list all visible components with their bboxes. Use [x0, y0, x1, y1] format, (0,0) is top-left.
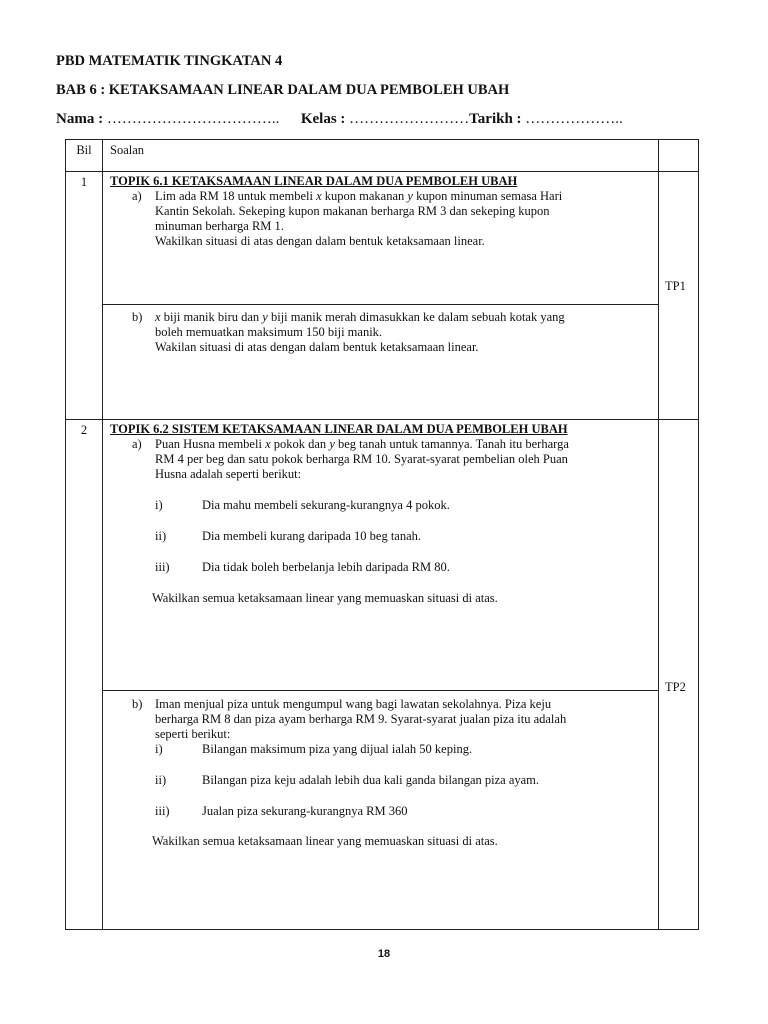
- q2b-item-text: Bilangan piza keju adalah lebih dua kali ganda bilangan piza ayam.: [202, 773, 540, 787]
- col-soalan: Soalan: [103, 140, 659, 172]
- q1a-label: a): [132, 189, 142, 203]
- q1b-label: b): [132, 310, 143, 324]
- q2b-item-num: i): [155, 742, 163, 756]
- q1-number: 1: [66, 172, 103, 420]
- q2a-line3: Husna adalah seperti berikut:: [155, 467, 302, 481]
- q1-tp-label: TP1: [665, 279, 686, 293]
- q2b-line3: seperti berikut:: [155, 727, 231, 741]
- q2a-item-num: ii): [155, 529, 167, 543]
- q2-topic: TOPIK 6.2 SISTEM KETAKSAMAAN LINEAR DALAM DUA PEMBOLEH UBAH: [110, 422, 568, 436]
- q1a-line4: Wakilkan situasi di atas dengan dalam bentuk ketaksamaan linear.: [155, 234, 485, 248]
- page-number: 18: [377, 948, 391, 960]
- q2-tp: [659, 420, 699, 930]
- q1a-line1: Lim ada RM 18 untuk membeli x kupon makanan y kupon minuman semasa Hari: [155, 189, 563, 203]
- q2-divider: [103, 690, 658, 691]
- col-tp: [659, 140, 699, 172]
- worksheet-title: PBD MATEMATIK TINGKATAN 4: [56, 53, 283, 69]
- table-header-row: [66, 140, 699, 172]
- q1-content: [103, 172, 659, 420]
- chapter-title: BAB 6 : KETAKSAMAAN LINEAR DALAM DUA PEMBOLEH UBAH: [56, 82, 510, 98]
- q2a-line2: RM 4 per beg dan satu pokok berharga RM 10. Syarat-syarat pembelian oleh Puan: [155, 452, 568, 466]
- q1a-line2: Kantin Sekolah. Sekeping kupon makanan berharga RM 3 dan sekeping kupon: [155, 204, 550, 218]
- nama-dots: ……………………………..: [106, 111, 280, 127]
- q1b-line3: Wakilan situasi di atas dengan dalam bentuk ketaksamaan linear.: [155, 340, 479, 354]
- q1b-line1: x biji manik biru dan y biji manik merah dimasukkan ke dalam sebuah kotak yang: [155, 310, 565, 324]
- student-info-line: [56, 111, 623, 128]
- table-row: [66, 172, 699, 420]
- nama-label: Nama :: [56, 111, 104, 127]
- q2b-instruction: Wakilkan semua ketaksamaan linear yang memuaskan situasi di atas.: [152, 834, 498, 848]
- q2-number: 2: [66, 420, 103, 930]
- q2b-item-text: Jualan piza sekurang-kurangnya RM 360: [202, 804, 408, 818]
- col-bil: Bil: [66, 140, 103, 172]
- q2a-item-text: Dia membeli kurang daripada 10 beg tanah.: [202, 529, 422, 543]
- q2b-item-text: Bilangan maksimum piza yang dijual ialah 50 keping.: [202, 742, 473, 756]
- q2b-line1: Iman menjual piza untuk mengumpul wang bagi lawatan sekolahnya. Piza keju: [155, 697, 552, 711]
- q2a-item-text: Dia tidak boleh berbelanja lebih daripada RM 80.: [202, 560, 450, 574]
- q2b-label: b): [132, 697, 143, 711]
- q2b-item-num: iii): [155, 804, 170, 818]
- kelas-dots: ……………………: [349, 111, 470, 127]
- q2-content: [103, 420, 659, 930]
- q1-topic: TOPIK 6.1 KETAKSAMAAN LINEAR DALAM DUA PEMBOLEH UBAH: [110, 174, 518, 188]
- table-row: [66, 420, 699, 930]
- q2b-item-num: ii): [155, 773, 167, 787]
- tarikh-dots: ………………..: [525, 111, 623, 127]
- q2a-instruction: Wakilkan semua ketaksamaan linear yang memuaskan situasi di atas.: [152, 591, 498, 605]
- q2a-item-num: i): [155, 498, 163, 512]
- q1b-line2: boleh memuatkan maksimum 150 biji manik.: [155, 325, 383, 339]
- q2a-item-num: iii): [155, 560, 170, 574]
- tarikh-label: Tarikh :: [469, 111, 522, 127]
- q2b-line2: berharga RM 8 dan piza ayam berharga RM 9. Syarat-syarat jualan piza itu adalah: [155, 712, 567, 726]
- q1-tp: [659, 172, 699, 420]
- kelas-label: Kelas :: [300, 111, 346, 127]
- q2a-item-text: Dia mahu membeli sekurang-kurangnya 4 pokok.: [202, 498, 450, 512]
- q2-tp-label: TP2: [665, 680, 686, 694]
- q1a-line3: minuman berharga RM 1.: [155, 219, 284, 233]
- q1-divider: [103, 304, 658, 305]
- question-table: [65, 139, 699, 930]
- q2a-line1: Puan Husna membeli x pokok dan y beg tanah untuk tamannya. Tanah itu berharga: [155, 437, 569, 451]
- q2a-label: a): [132, 437, 142, 451]
